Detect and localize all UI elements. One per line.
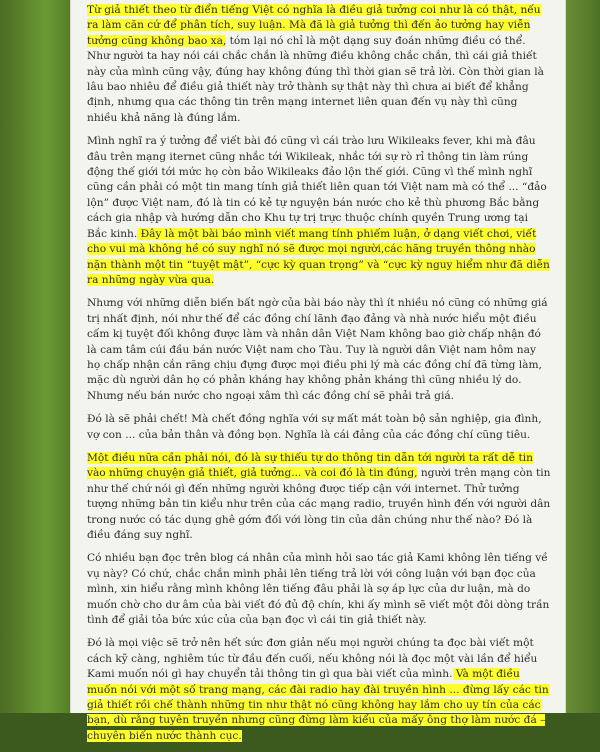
highlighted-text: Từ giả thiết theo từ điển tiếng Việt có nghĩa là điều giả tưởng coi như là có thật, nếu ra làm căn cứ để phân tích, suy luận. Mà đã là giả tưởng thì đến ảo tưởng hay viễn tưởng cũng không bao xa, bbox=[87, 4, 541, 47]
paragraph-7 bbox=[87, 636, 551, 744]
paragraph-text: người trên mạng còn tin như thế chứ nói gì đến những người không được tiếp cận với internet. Thử tưởng tượng những bản tin kiểu như trên của các mạng radio, truyền hình đến với người dân trong nước có tác dụng ghê gớm đối với lòng tin của dân chúng như thế nào? Đó là điều đáng suy nghĩ. bbox=[87, 467, 551, 541]
paragraph-text: Đó là sẽ phải chết! Mà chết đồng nghĩa với sự mất mát toàn bộ sản nghiệp, gia đình, vợ con ... của bản thân và đồng bọn. Nghĩa là cái đảng của các đồng chí cũng tiêu. bbox=[87, 413, 542, 441]
paragraph-3 bbox=[87, 296, 551, 404]
paragraph-5 bbox=[87, 451, 551, 543]
paragraph-4 bbox=[87, 412, 551, 443]
paragraph-text: Đó là mọi việc sẽ trở nên hết sức đơn giản nếu mọi người chúng ta đọc bài viết một cách kỹ càng, nghiêm túc từ đầu đến cuối, nếu không nói là đọc một vài lần để hiểu Kami muốn nói gì hay chuyển tải thông tin gì qua bài viết của mình. bbox=[87, 637, 538, 681]
paragraph-text: Nhưng với những diễn biến bất ngờ của bài báo này thì ít nhiều nó cũng có những giá trị nhất định, nói như thế để các đồng chí lãnh đạo đảng và nhà nước hiểu một điều cấm kị tuyệt đối không được làm và nhân dân Việt Nam không bao giờ chấp nhận đó là cam tâm cúi đầu bán nước Việt nam cho Tàu. Tuy là người dân Việt nam hôm nay họ chấp nhận cắn răng chịu đựng được mọi điều phi lý mà các đồng chí đã từng làm, mặc dù người dân họ có phản kháng hay không phản kháng thì cũng nhiều lý do. Nhưng nếu bán nước cho ngoại xâm thì các đồng chí sẽ phải trả giá. bbox=[87, 297, 548, 402]
highlighted-text: Và một điều muốn nói với một số trang mạng, các đài radio hay đài truyền hình ... đừng lấy các tin giả thiết rồi chế thành những tin như thật nó cũng không hay lắm cho uy tín của các bạn, dù rằng tuyên truyền nhưng cũng đừng làm kiểu của mấy ông thợ làm nước đá – chuyên biến nước thành cục. bbox=[87, 668, 549, 742]
paragraph-2 bbox=[87, 134, 551, 288]
paragraph-text: tóm lại nó chỉ là một dạng suy đoán những điều có thể. Như người ta hay nói cái chắc chắn là những điều không chắc chắn, thì cái giả thiết này của mình cũng vậy, đúng hay không đúng thì thời gian sẽ trả lời. Còn thời gian là lâu bao nhiêu để điều giả thiết này trở thành sự thật này thì chưa ai biết để khẳng định, nhưng qua các thông tin trên mạng internet liên quan đến vụ này thì cũng nhiều khả năng là đúng lắm. bbox=[87, 34, 544, 124]
background-frame-right bbox=[564, 0, 600, 713]
highlighted-text: Đây là một bài báo mình viết mang tính phiếm luận, ở dạng viết chơi, viết cho vui mà không hề có suy nghĩ nó sẽ được mọi người,các hãng truyền thông nhào nặn thành một tin “tuyệt mật”, “cực kỳ quan trọng” và “cực kỳ nguy hiểm như đã diễn ra những ngày vừa qua. bbox=[87, 227, 550, 286]
paragraph-1 bbox=[87, 3, 551, 126]
article-page bbox=[70, 0, 566, 742]
paragraph-6 bbox=[87, 551, 551, 628]
paragraph-text: Có nhiều bạn đọc trên blog cá nhân của mình hỏi sao tác giả Kami không lên tiếng về vụ này? Có chứ, chắc chắn mình phải lên tiếng trả lời với công luận với bạn đọc của mình, xin hiểu rằng mình không lên tiếng đâu phải là sợ áp lực của dư luận, mà do muốn chờ cho dư âm của bài viết đó đủ độ chín, khi ấy mình sẽ viết một đôi dòng trần tình để giải tỏa bức xúc của của bạn đọc vì cái tin giả thiết này. bbox=[87, 552, 550, 627]
paragraph-text: Mình nghĩ ra ý tưởng để viết bài đó cũng vì cái trào lưu Wikileaks fever, khi mà đâu đâu trên mạng iternet cũng nhắc tới Wikileak, nhắc tới sự rò rỉ thông tin làm rúng động thế giới tới mức họ còn bảo Wikileaks đảo lộn thế giới. Cũng vì thế mình nghĩ cũng cần phải có một tin mang tính giả thiết liên quan tới Việt nam mà có thể ... “đảo lộn” được Việt nam, đó là tin có kẻ tự nguyện bán nước cho kẻ thù phương Bắc bằng cách gia nhập và hướng dẫn cho Khu tự trị trực thuộc chính quyền Trung ương tại Bắc kinh. bbox=[87, 135, 547, 240]
article-body bbox=[87, 3, 551, 752]
highlighted-text: Một điều nữa cần phải nói, đó là sự thiếu tự do thông tin dẫn tới người ta rất dễ tin vào những chuyện giả thiết, giả tưởng... và coi đó là tin đúng, bbox=[87, 451, 533, 480]
